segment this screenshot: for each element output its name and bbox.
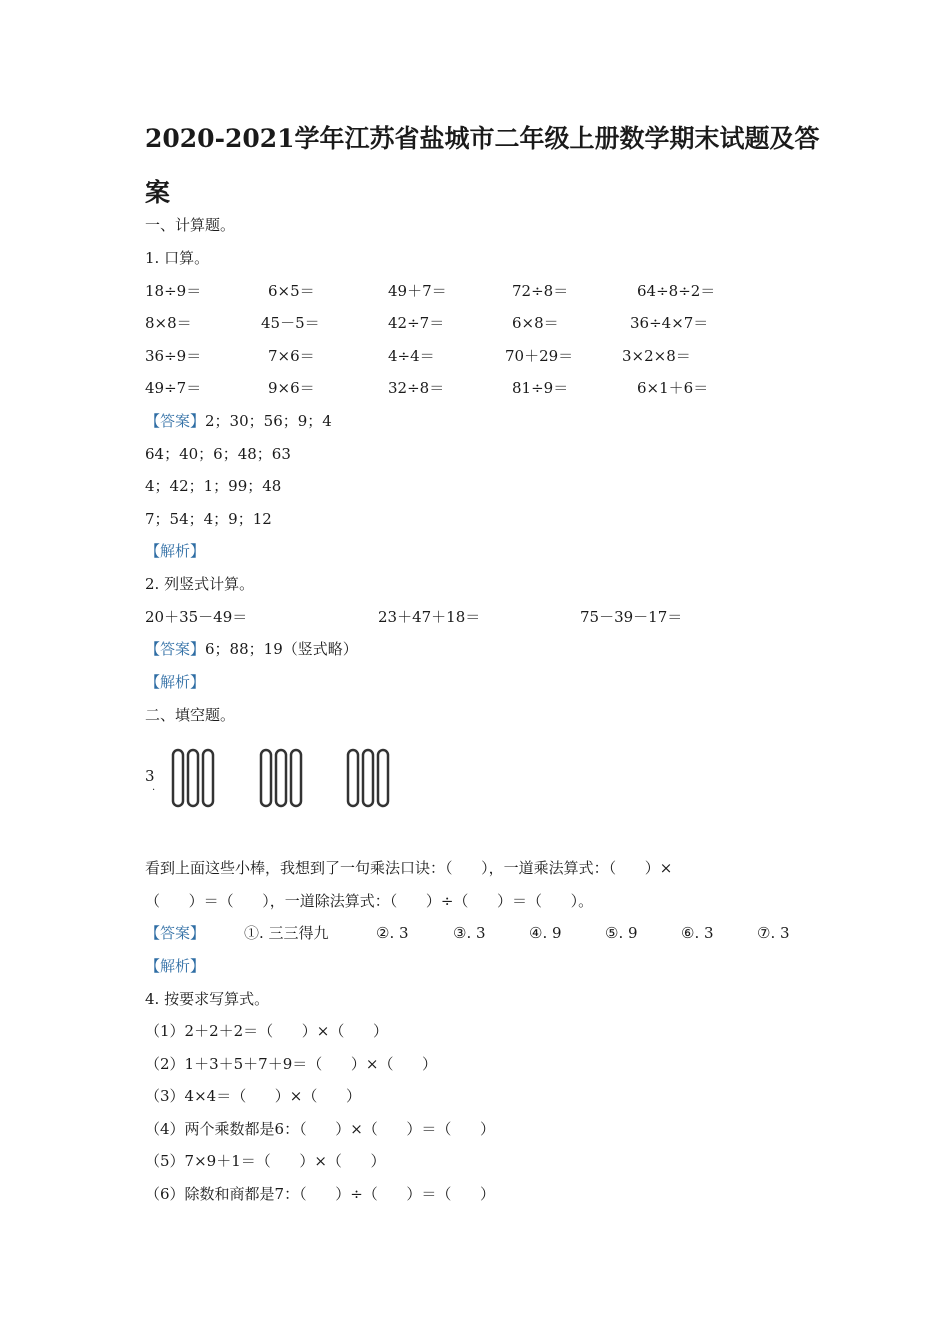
question-4-item: （6）除数和商都是7：（ ）÷（ ）＝（ ）	[145, 1185, 495, 1203]
calc-item: 6×5＝	[268, 282, 315, 300]
answer-item: ④. 9	[529, 924, 562, 942]
calc-item: 70＋29＝	[505, 347, 574, 365]
question-1-heading: 1. 口算。	[145, 249, 210, 267]
stick	[348, 750, 358, 806]
answer-text: 2；30；56；9；4	[205, 412, 332, 430]
calc-item: 45－5＝	[261, 314, 320, 332]
question-4-item: （5）7×9＋1＝（ ）×（ ）	[145, 1152, 386, 1170]
calc-item: 36÷9＝	[145, 347, 202, 365]
answer-item: ⑥. 3	[681, 924, 714, 942]
question-3-text: （ ）＝（ ），一道除法算式：（ ）÷（ ）＝（ ）。	[145, 892, 594, 910]
stick	[188, 750, 198, 806]
answer-text: 6；88；19（竖式略）	[205, 640, 358, 658]
answer-tag: 【答案】	[145, 924, 206, 942]
vertical-calc-item: 75－39－17＝	[580, 608, 683, 626]
calc-item: 9×6＝	[268, 379, 315, 397]
section-heading-2: 二、填空题。	[145, 706, 236, 724]
stick	[291, 750, 301, 806]
question-3-number: 3	[145, 767, 155, 785]
question-3-dot: .	[152, 782, 156, 793]
stick-bundle	[348, 750, 388, 806]
question-4-item: （4）两个乘数都是6：（ ）×（ ）＝（ ）	[145, 1120, 495, 1138]
answer-line: 7；54；4；9；12	[145, 510, 272, 528]
answer-row	[145, 411, 332, 431]
analysis-tag: 【解析】	[145, 673, 206, 691]
answer-tag: 【答案】	[145, 640, 206, 658]
answer-tag: 【答案】	[145, 412, 206, 430]
calc-item: 32÷8＝	[388, 379, 445, 397]
question-2-heading: 2. 列竖式计算。	[145, 575, 255, 593]
answer-item: ⑦. 3	[757, 924, 790, 942]
stick-bundle	[261, 750, 301, 806]
calc-item: 8×8＝	[145, 314, 192, 332]
answer-line: 4；42；1；99；48	[145, 477, 282, 495]
calc-item: 3×2×8＝	[622, 347, 691, 365]
analysis-tag: 【解析】	[145, 542, 206, 560]
vertical-calc-item: 23＋47＋18＝	[378, 608, 481, 626]
page-title: 2020-2021学年江苏省盐城市二年级上册数学期末试题及答案	[145, 124, 820, 207]
sticks-illustration	[168, 748, 398, 810]
calc-item: 6×1＋6＝	[637, 379, 709, 397]
calc-item: 6×8＝	[512, 314, 559, 332]
answer-line: 64；40；6；48；63	[145, 445, 291, 463]
calc-item: 36÷4×7＝	[630, 314, 709, 332]
stick	[173, 750, 183, 806]
stick	[261, 750, 271, 806]
calc-item: 49＋7＝	[388, 282, 447, 300]
answer-item: ③. 3	[453, 924, 486, 942]
calc-item: 42÷7＝	[388, 314, 445, 332]
question-4-item: （1）2＋2＋2＝（ ）×（ ）	[145, 1022, 388, 1040]
question-4-item: （2）1＋3＋5＋7＋9＝（ ）×（ ）	[145, 1055, 438, 1073]
calc-item: 49÷7＝	[145, 379, 202, 397]
question-4-heading: 4. 按要求写算式。	[145, 990, 270, 1008]
question-4-item: （3）4×4＝（ ）×（ ）	[145, 1087, 361, 1105]
answer-row	[145, 639, 358, 659]
stick-bundle	[173, 750, 213, 806]
calc-item: 72÷8＝	[512, 282, 569, 300]
calc-item: 4÷4＝	[388, 347, 435, 365]
stick	[203, 750, 213, 806]
answer-item: ②. 3	[376, 924, 409, 942]
vertical-calc-item: 20＋35－49＝	[145, 608, 248, 626]
calc-item: 81÷9＝	[512, 379, 569, 397]
calc-item: 18÷9＝	[145, 282, 202, 300]
calc-item: 7×6＝	[268, 347, 315, 365]
calc-item: 64÷8÷2＝	[637, 282, 716, 300]
answer-item: ①. 三三得九	[244, 924, 329, 942]
question-3-text: 看到上面这些小棒，我想到了一句乘法口诀：（ ），一道乘法算式：（ ）×	[145, 859, 673, 877]
section-heading-1: 一、计算题。	[145, 216, 236, 234]
stick	[378, 750, 388, 806]
stick	[363, 750, 373, 806]
stick	[276, 750, 286, 806]
analysis-tag: 【解析】	[145, 957, 206, 975]
answer-item: ⑤. 9	[605, 924, 638, 942]
